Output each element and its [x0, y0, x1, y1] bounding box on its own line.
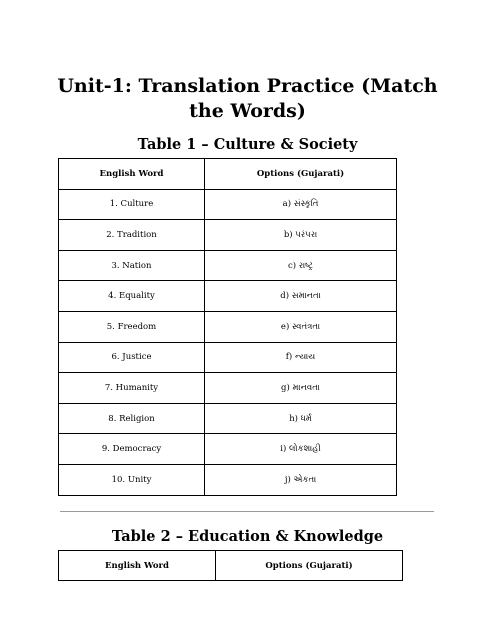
gujarati-option-cell: i) લોકશાહી	[205, 434, 397, 465]
gujarati-option-cell: h) ધર્મ	[205, 403, 397, 434]
gujarati-option-cell: c) રાષ્ટ્ર	[205, 250, 397, 281]
table-row	[59, 403, 397, 434]
table2-header-row	[59, 551, 403, 581]
gujarati-option-cell: b) પરંપરા	[205, 220, 397, 251]
gujarati-option-cell: e) સ્વતંત્રતા	[205, 311, 397, 342]
english-word-cell: 5. Freedom	[59, 311, 205, 342]
english-word-cell: 6. Justice	[59, 342, 205, 373]
table1	[58, 158, 397, 496]
table-row	[59, 434, 397, 465]
document-title: Unit-1: Translation Practice (Match the Words)	[57, 75, 438, 122]
english-word-cell: 2. Tradition	[59, 220, 205, 251]
table2-heading: Table 2 – Education & Knowledge	[111, 528, 384, 545]
table-row	[59, 281, 397, 312]
english-word-cell: 3. Nation	[59, 250, 205, 281]
english-word-cell: 10. Unity	[59, 464, 205, 495]
table-row	[59, 464, 397, 495]
gujarati-option-cell: j) એકતા	[205, 464, 397, 495]
table1-header-row	[59, 159, 397, 190]
table1-header-options: Options (Gujarati)	[205, 159, 397, 190]
english-word-cell: 1. Culture	[59, 189, 205, 220]
table-row	[59, 311, 397, 342]
table2-header-english: English Word	[59, 551, 216, 581]
table-row	[59, 373, 397, 404]
table1-header-english: English Word	[59, 159, 205, 190]
table-row	[59, 342, 397, 373]
english-word-cell: 7. Humanity	[59, 373, 205, 404]
gujarati-option-cell: f) ન્યાય	[205, 342, 397, 373]
gujarati-option-cell: g) માનવતા	[205, 373, 397, 404]
english-word-cell: 4. Equality	[59, 281, 205, 312]
table-row	[59, 189, 397, 220]
table-row	[59, 220, 397, 251]
table2	[58, 550, 403, 581]
table2-header-options: Options (Gujarati)	[216, 551, 403, 581]
english-word-cell: 9. Democracy	[59, 434, 205, 465]
english-word-cell: 8. Religion	[59, 403, 205, 434]
gujarati-option-cell: a) સંસ્કૃતિ	[205, 189, 397, 220]
table1-heading: Table 1 – Culture & Society	[137, 136, 358, 153]
section-divider	[60, 511, 434, 512]
gujarati-option-cell: d) સમાનતા	[205, 281, 397, 312]
table-row	[59, 250, 397, 281]
